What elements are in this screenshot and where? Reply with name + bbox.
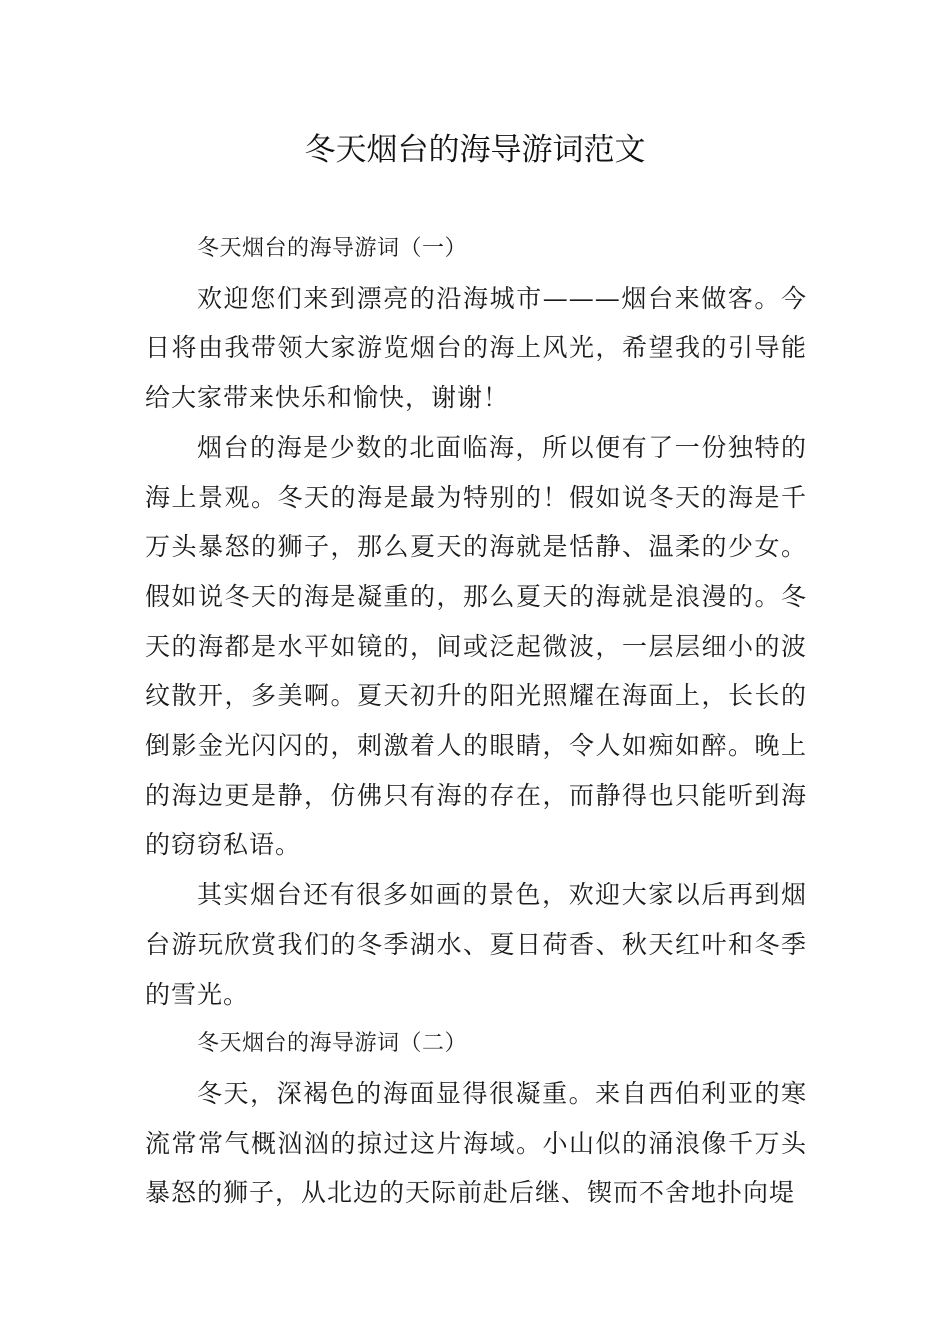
section-heading-1: 冬天烟台的海导游词（一） bbox=[197, 236, 468, 261]
section-heading-2: 冬天烟台的海导游词（二） bbox=[197, 1031, 468, 1057]
paragraph: 烟台的海是少数的北面临海，所以便有了一份独特的海上景观。冬天的海是最为特别的！假如说冬天的海是千万头暴怒的狮子，那么夏天的海就是恬静、温柔的少女。假如说冬天的海是凝重的，那么夏天的海就是浪漫的。冬天的海都是水平如镜的，间或泛起微波，一层层细小的波纹散开，多美啊。夏天初升的阳光照耀在海面上，长长的倒影金光闪闪的，刺激着人的眼睛，令人如痴如醉。晚上的海边更是静，仿佛只有海的存在，而静得也只能听到海的窃窃私语。 bbox=[145, 432, 807, 860]
document-body bbox=[145, 224, 807, 1218]
paragraph: 其实烟台还有很多如画的景色，欢迎大家以后再到烟台游玩欣赏我们的冬季湖水、夏日荷香、秋天红叶和冬季的雪光。 bbox=[145, 880, 807, 1009]
paragraph: 欢迎您们来到漂亮的沿海城市———烟台来做客。今日将由我带领大家游览烟台的海上风光，希望我的引导能给大家带来快乐和愉快，谢谢！ bbox=[145, 283, 807, 413]
document-title: 冬天烟台的海导游词范文 bbox=[304, 132, 646, 168]
paragraph: 冬天，深褐色的海面显得很凝重。来自西伯利亚的寒流常常气概汹汹的掠过这片海域。小山似的涌浪像千万头暴怒的狮子，从北边的天际前赴后继、锲而不舍地扑向堤 bbox=[145, 1078, 807, 1208]
